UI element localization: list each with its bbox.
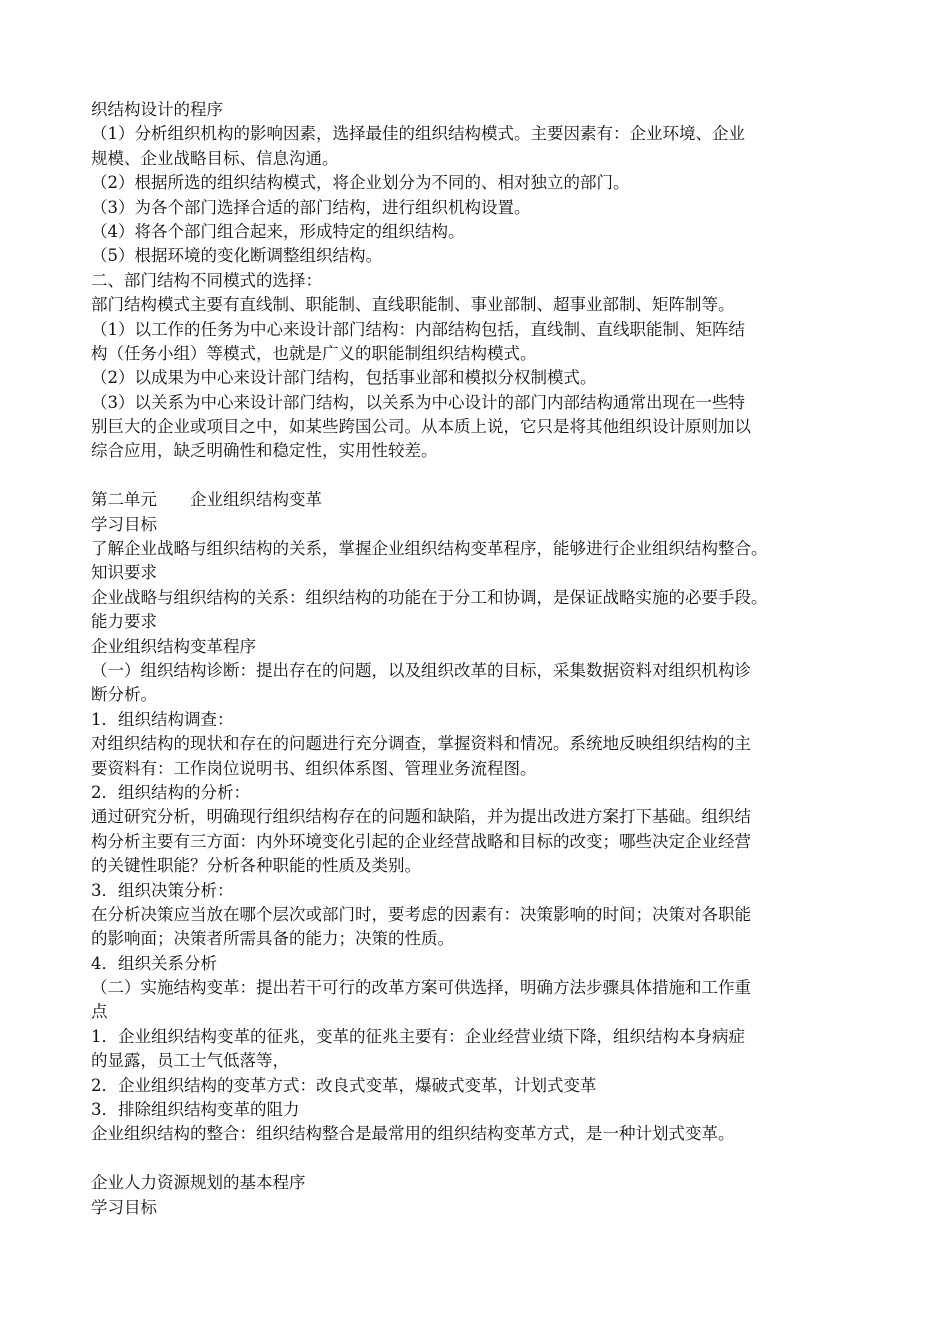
unit-heading: 第二单元 企业组织结构变革 [91, 490, 322, 510]
text-line: （二）实施结构变革：提出若干可行的改革方案可供选择，明确方法步骤具体措施和工作重 [91, 978, 751, 998]
text-line: 企业组织结构变革程序 [91, 636, 256, 656]
text-line: （2）根据所选的组织结构模式，将企业划分为不同的、相对独立的部门。 [91, 173, 630, 193]
text-line: 构（任务小组）等模式，也就是广义的职能制组织结构模式。 [91, 343, 537, 363]
text-line: 通过研究分析，明确现行组织结构存在的问题和缺陷，并为提出改进方案打下基础。组织结 [91, 807, 751, 827]
blank-line [91, 1147, 871, 1171]
text-line: （4）将各个部门组合起来，形成特定的组织结构。 [91, 221, 465, 241]
text-line: 2．组织结构的分析： [91, 782, 250, 802]
subheading: 学习目标 [91, 514, 157, 534]
text-line: 1．企业组织结构变革的征兆，变革的征兆主要有：企业经营业绩下降，组织结构本身病症 [91, 1026, 745, 1046]
text-line: 的关键性职能？分析各种职能的性质及类别。 [91, 856, 421, 876]
text-line: 3．组织决策分析： [91, 880, 234, 900]
text-line: 企业战略与组织结构的关系：组织结构的功能在于分工和协调，是保证战略实施的必要手段。 [91, 587, 768, 607]
text-line: 综合应用，缺乏明确性和稳定性，实用性较差。 [91, 441, 438, 461]
text-line: （3）为各个部门选择合适的部门结构，进行组织机构设置。 [91, 197, 531, 217]
text-line: 的影响面；决策者所需具备的能力；决策的性质。 [91, 929, 454, 949]
text-line: 2．企业组织结构的变革方式：改良式变革，爆破式变革，计划式变革 [91, 1075, 597, 1095]
text-line: 织结构设计的程序 [91, 100, 223, 119]
text-line: 企业组织结构的整合：组织结构整合是最常用的组织结构变革方式，是一种计划式变革。 [91, 1124, 735, 1144]
text-line: 断分析。 [91, 685, 157, 705]
text-line: （2）以成果为中心来设计部门结构，包括事业部和模拟分权制模式。 [91, 368, 597, 388]
subheading: 学习目标 [91, 1197, 157, 1217]
text-line: 规模、企业战略目标、信息沟通。 [91, 148, 339, 168]
text-line: 部门结构模式主要有直线制、职能制、直线职能制、事业部制、超事业部制、矩阵制等。 [91, 295, 735, 315]
text-line: 构分析主要有三方面：内外环境变化引起的企业经营战略和目标的改变；哪些决定企业经营 [91, 831, 751, 851]
text-line: 点 [91, 1002, 108, 1022]
text-line: （一）组织结构诊断：提出存在的问题，以及组织改革的目标，采集数据资料对组织机构诊 [91, 660, 751, 680]
text-line: （1）以工作的任务为中心来设计部门结构：内部结构包括，直线制、直线职能制、矩阵结 [91, 319, 745, 339]
text-line: 的显露，员工士气低落等， [91, 1051, 289, 1071]
text-line: 4．组织关系分析 [91, 953, 217, 973]
subheading: 能力要求 [91, 612, 157, 632]
section-heading: 企业人力资源规划的基本程序 [91, 1173, 306, 1193]
text-line: 在分析决策应当放在哪个层次或部门时，要考虑的因素有：决策影响的时间；决策对各职能 [91, 904, 751, 924]
text-line: 3．排除组织结构变革的阻力 [91, 1100, 300, 1120]
text-line: （3）以关系为中心来设计部门结构，以关系为中心设计的部门内部结构通常出现在一些特 [91, 392, 745, 412]
text-line: 别巨大的企业或项目之中，如某些跨国公司。从本质上说，它只是将其他组织设计原则加以 [91, 417, 751, 437]
text-line: 1．组织结构调查： [91, 709, 234, 729]
text-line: 了解企业战略与组织结构的关系，掌握企业组织结构变革程序，能够进行企业组织结构整合。 [91, 539, 768, 559]
blank-line [91, 464, 871, 488]
text-line: （5）根据环境的变化断调整组织结构。 [91, 246, 382, 266]
text-line: 对组织结构的现状和存在的问题进行充分调查，掌握资料和情况。系统地反映组织结构的主 [91, 734, 751, 754]
subheading: 知识要求 [91, 563, 157, 583]
section-heading: 二、部门结构不同模式的选择： [91, 270, 322, 290]
text-line: 要资料有：工作岗位说明书、组织体系图、管理业务流程图。 [91, 758, 537, 778]
text-line: （1）分析组织机构的影响因素，选择最佳的组织结构模式。主要因素有：企业环境、企业 [91, 124, 745, 144]
document-page [91, 98, 871, 1220]
